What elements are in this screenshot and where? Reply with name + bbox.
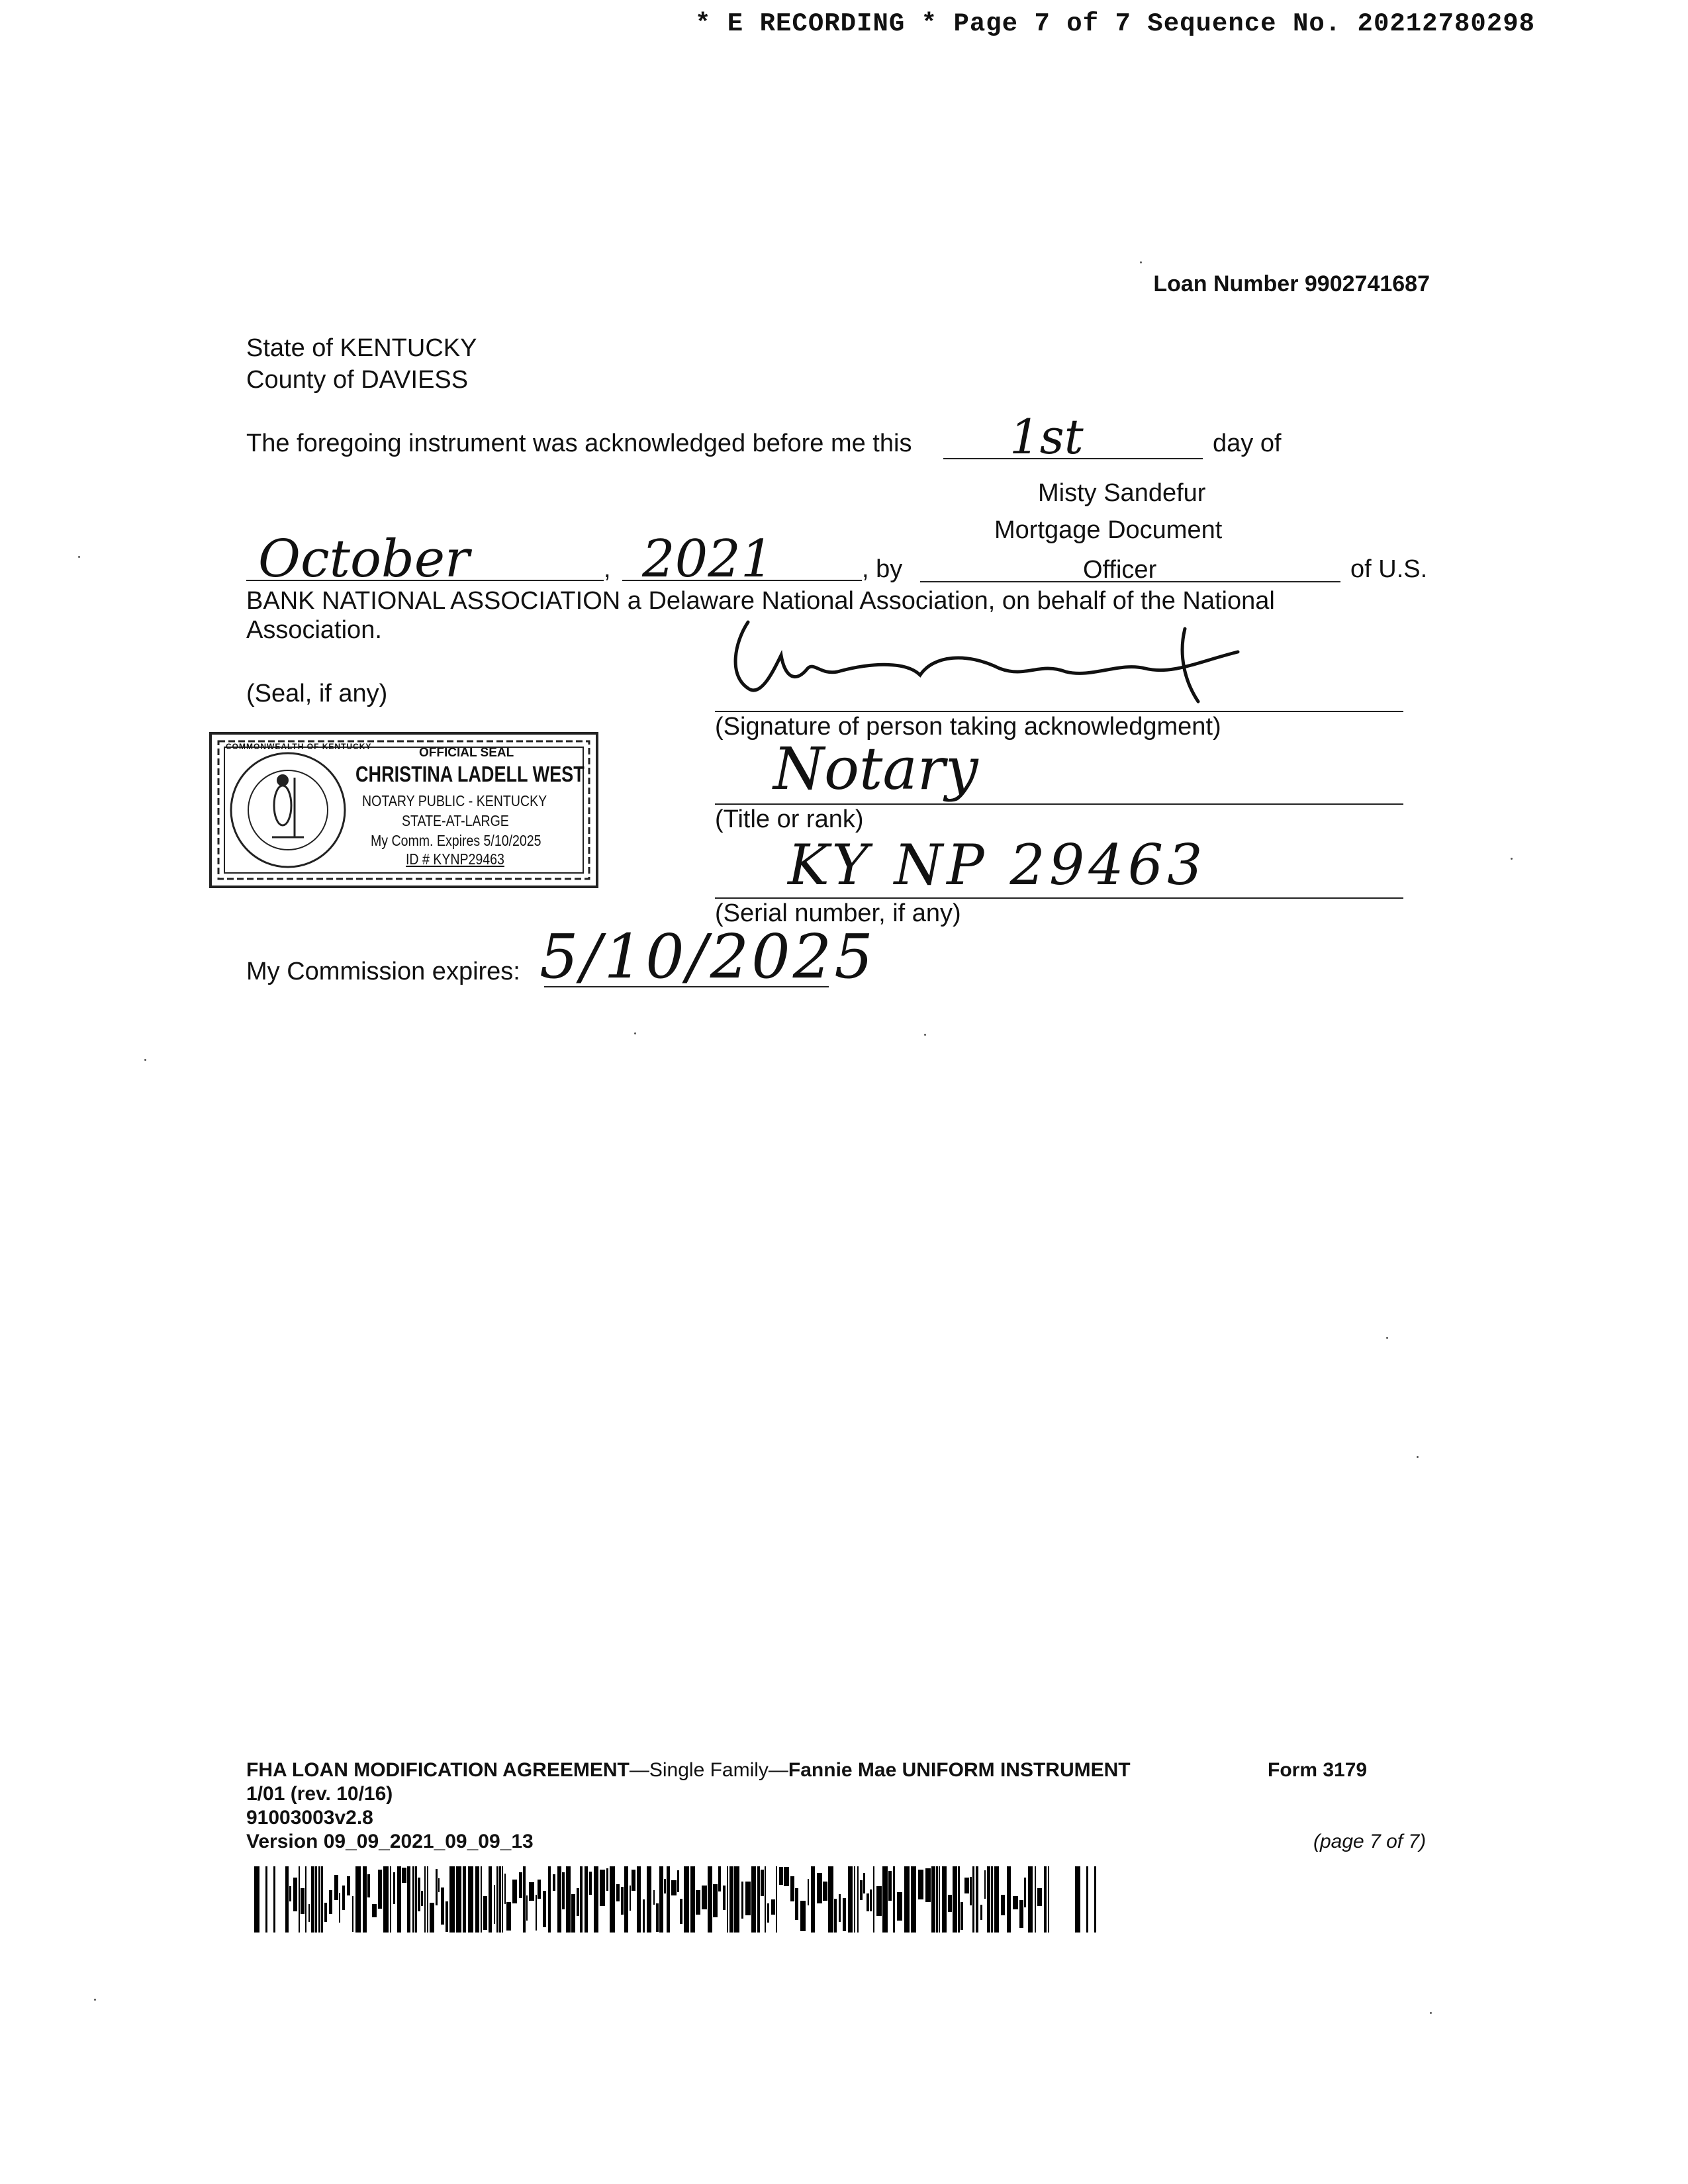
officer-name: Misty Sandefur — [1038, 479, 1206, 507]
seal-title: OFFICIAL SEAL — [419, 746, 514, 760]
title-handwritten: Notary — [773, 735, 978, 803]
scan-speck — [1140, 261, 1142, 263]
seal-jurisdiction: STATE-AT-LARGE — [402, 812, 509, 829]
commission-date-handwritten: 5/10/2025 — [539, 921, 876, 992]
entity-line2: Association. — [246, 616, 382, 644]
seal-name: CHRISTINA LADELL WEST — [355, 762, 585, 786]
barcode-icon — [254, 1866, 1115, 1933]
notary-signature — [722, 615, 1278, 715]
month-comma: , — [604, 555, 611, 583]
seal-id: ID # KYNP29463 — [406, 850, 504, 868]
form-title-part1: FHA LOAN MODIFICATION AGREEMENT — [246, 1759, 630, 1781]
scan-speck — [1417, 1456, 1419, 1458]
form-title-dash: —Single Family— — [629, 1759, 788, 1781]
scan-speck — [94, 1999, 96, 2001]
state-line: State of KENTUCKY — [246, 334, 477, 362]
scan-speck — [924, 1034, 926, 1036]
officer-title-line1: Mortgage Document — [994, 516, 1223, 544]
form-title-part2: Fannie Mae UNIFORM INSTRUMENT — [788, 1759, 1131, 1781]
serial-handwritten: KY NP 29463 — [788, 833, 1207, 897]
notary-seal-stamp — [209, 731, 599, 889]
seal-border-icon — [209, 731, 599, 889]
scan-speck — [1386, 1337, 1388, 1339]
signature-caption: (Signature of person taking acknowledgment) — [715, 713, 1221, 741]
version-label: Version 09_09_2021_09_09_13 — [246, 1831, 534, 1852]
scan-speck — [634, 1032, 636, 1034]
title-caption: (Title or rank) — [715, 805, 864, 833]
month-handwritten: October — [258, 529, 470, 589]
recording-banner: * E RECORDING * Page 7 of 7 Sequence No. 20212780298 — [695, 9, 1535, 38]
scan-speck — [144, 1059, 146, 1061]
day-handwritten: 1st — [1009, 409, 1084, 465]
loan-number: Loan Number 9902741687 — [1153, 271, 1430, 296]
seal-expires: My Comm. Expires 5/10/2025 — [371, 832, 541, 849]
seal-role: NOTARY PUBLIC - KENTUCKY — [362, 792, 547, 809]
page-of-label: (page 7 of 7) — [1313, 1831, 1427, 1852]
county-line: County of DAVIESS — [246, 366, 469, 394]
scan-speck — [78, 556, 80, 558]
year-handwritten: 2021 — [642, 529, 774, 589]
officer-title-line2: Officer — [1083, 556, 1157, 584]
form-number: Form 3179 — [1268, 1759, 1368, 1781]
form-title — [246, 1759, 1131, 1782]
entity-line1: BANK NATIONAL ASSOCIATION a Delaware National Association, on behalf of the National — [246, 587, 1275, 615]
commission-label: My Commission expires: — [246, 958, 520, 985]
doc-code: 91003003v2.8 — [246, 1807, 373, 1829]
serial-caption: (Serial number, if any) — [715, 899, 961, 927]
acknowledgment-intro: The foregoing instrument was acknowledged before me this — [246, 430, 912, 457]
form-revision: 1/01 (rev. 10/16) — [246, 1783, 393, 1805]
seal-label: (Seal, if any) — [246, 680, 388, 707]
of-us-label: of U.S. — [1350, 555, 1428, 583]
scan-speck — [1430, 2012, 1432, 2014]
day-of-label: day of — [1213, 430, 1282, 457]
by-label: , by — [862, 555, 903, 583]
scan-speck — [1511, 858, 1513, 860]
seal-ring-text: COMMONWEALTH OF KENTUCKY — [226, 742, 372, 751]
